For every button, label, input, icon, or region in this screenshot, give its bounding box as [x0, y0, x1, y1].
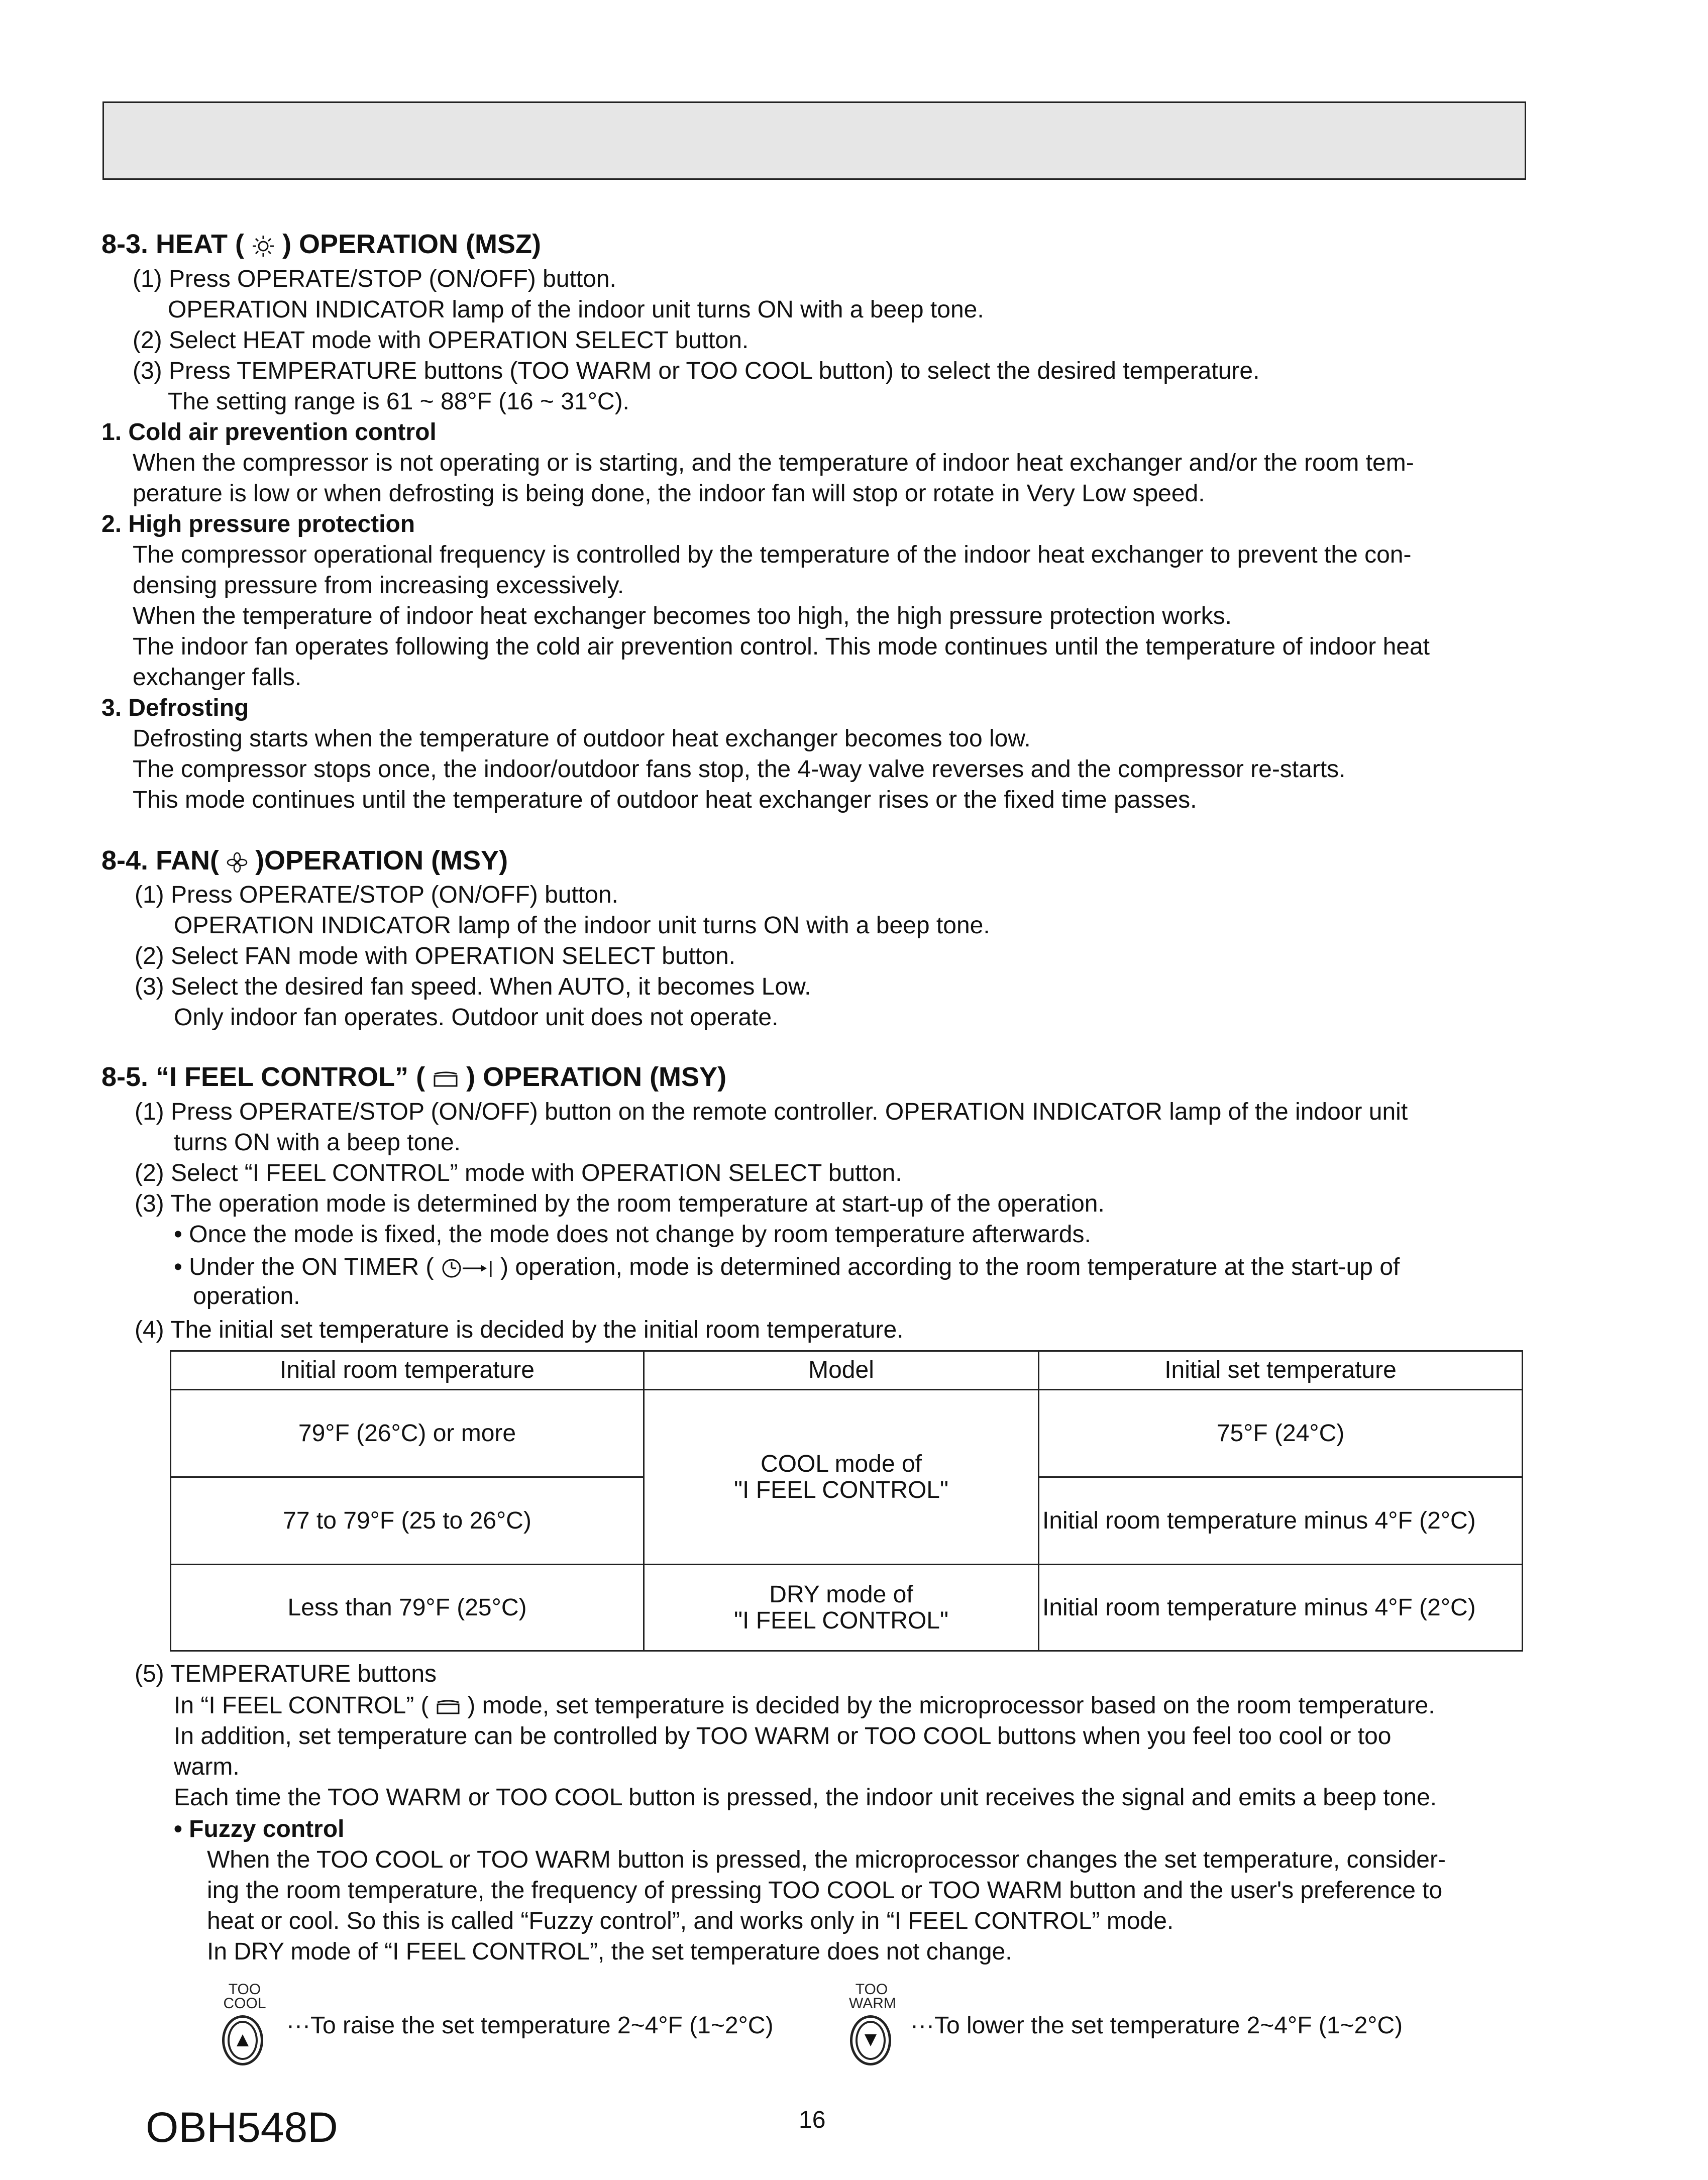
table-cell-r2-room: 77 to 79°F (25 to 26°C)	[170, 1476, 645, 1565]
fan-step-2: (2) Select FAN mode with OPERATION SELECT button.	[135, 943, 735, 969]
fuzzy-control-text-2: ing the room temperature, the frequency of pressing TOO COOL or TOO WARM button and the user's preference to	[207, 1877, 1443, 1904]
ifeel-step-3: (3) The operation mode is determined by the room temperature at start-up of the operation.	[135, 1190, 1105, 1217]
defrosting-text-2: The compressor stops once, the indoor/outdoor fans stop, the 4-way valve reverses and the compressor re-starts.	[133, 756, 1346, 783]
defrosting-text-3: This mode continues until the temperature of outdoor heat exchanger rises or the fixed time passes.	[133, 787, 1197, 813]
heat-step-3: (3) Press TEMPERATURE buttons (TOO WARM or TOO COOL button) to select the desired temperature.	[133, 358, 1260, 384]
i-feel-icon	[433, 1070, 459, 1088]
section-title-heat: 8-3. HEAT ( ) OPERATION (MSZ)	[101, 229, 542, 259]
ifeel-step-4: (4) The initial set temperature is decided by the initial room temperature.	[135, 1317, 904, 1343]
too-warm-description: ···To lower the set temperature 2~4°F (1~2°C)	[910, 2012, 1403, 2039]
table-cell-r1-set: 75°F (24°C)	[1038, 1389, 1523, 1478]
too-cool-caption-2: COOL	[223, 1995, 266, 2012]
high-pressure-title: 2. High pressure protection	[101, 511, 415, 537]
fuzzy-control-text-4: In DRY mode of “I FEEL CONTROL”, the set temperature does not change.	[207, 1938, 1012, 1965]
table-header-room-temp: Initial room temperature	[170, 1350, 645, 1390]
too-warm-caption-2: WARM	[849, 1995, 896, 2012]
high-pressure-text-5: exchanger falls.	[133, 664, 302, 691]
ifeel-step-3-bullet-2-cont: operation.	[193, 1283, 300, 1310]
ifeel-step-1-cont: turns ON with a beep tone.	[174, 1129, 461, 1156]
heat-step-3-detail: The setting range is 61 ~ 88°F (16 ~ 31°C).	[168, 388, 629, 415]
fan-step-3-detail: Only indoor fan operates. Outdoor unit does not operate.	[174, 1004, 779, 1031]
arrow-down-icon	[863, 2033, 878, 2048]
cold-air-text-2: perature is low or when defrosting is being done, the indoor fan will stop or rotate in Very Low speed.	[133, 480, 1205, 507]
table-cell-r3-room: Less than 79°F (25°C)	[170, 1564, 645, 1652]
sun-icon	[252, 235, 275, 258]
temperature-buttons-text-1: In “I FEEL CONTROL” ( ) mode, set temperature is decided by the microprocessor based on the room temperature.	[174, 1692, 1435, 1719]
temperature-buttons-title: (5) TEMPERATURE buttons	[135, 1661, 437, 1687]
ifeel-step-3-bullet-1: • Once the mode is fixed, the mode does not change by room temperature afterwards.	[174, 1221, 1091, 1248]
fan-step-1-detail: OPERATION INDICATOR lamp of the indoor unit turns ON with a beep tone.	[174, 912, 990, 939]
table-header-set-temp: Initial set temperature	[1038, 1350, 1523, 1390]
high-pressure-text-4: The indoor fan operates following the cold air prevention control. This mode continues until the temperature of indoor heat	[133, 633, 1430, 660]
table-cell-cool-mode: COOL mode of "I FEEL CONTROL"	[643, 1389, 1039, 1565]
page-number: 16	[799, 2107, 826, 2133]
on-timer-icon	[441, 1257, 494, 1280]
fan-step-3: (3) Select the desired fan speed. When AUTO, it becomes Low.	[135, 973, 811, 1000]
model-code: OBH548D	[146, 2104, 338, 2151]
arrow-up-icon	[235, 2033, 250, 2048]
too-warm-caption-1: TOO	[855, 1981, 888, 1998]
too-cool-caption-1: TOO	[228, 1981, 261, 1998]
high-pressure-text-1: The compressor operational frequency is controlled by the temperature of the indoor heat exchanger to prevent the con-	[133, 541, 1412, 568]
table-header-model: Model	[643, 1350, 1039, 1390]
fuzzy-control-title: • Fuzzy control	[174, 1816, 345, 1842]
too-warm-button	[850, 2015, 891, 2065]
heat-step-2: (2) Select HEAT mode with OPERATION SELECT button.	[133, 327, 749, 354]
defrosting-title: 3. Defrosting	[101, 695, 249, 721]
temperature-buttons-text-4: Each time the TOO WARM or TOO COOL button is pressed, the indoor unit receives the signal and emits a beep tone.	[174, 1784, 1437, 1811]
fuzzy-control-text-1: When the TOO COOL or TOO WARM button is pressed, the microprocessor changes the set temperature, consider-	[207, 1846, 1446, 1873]
table-cell-dry-mode: DRY mode of "I FEEL CONTROL"	[643, 1564, 1039, 1652]
header-banner	[102, 101, 1526, 180]
ifeel-step-1: (1) Press OPERATE/STOP (ON/OFF) button on the remote controller. OPERATION INDICATOR lamp of the indoor unit	[135, 1099, 1408, 1125]
heat-step-1-detail: OPERATION INDICATOR lamp of the indoor unit turns ON with a beep tone.	[168, 296, 984, 323]
fan-icon	[227, 852, 248, 873]
section-title-fan: 8-4. FAN( )OPERATION (MSY)	[101, 845, 508, 876]
heat-step-1: (1) Press OPERATE/STOP (ON/OFF) button.	[133, 266, 616, 292]
ifeel-step-2: (2) Select “I FEEL CONTROL” mode with OPERATION SELECT button.	[135, 1160, 902, 1186]
ifeel-step-3-bullet-2: • Under the ON TIMER ( ) operation, mode is determined according to the room temperature at the start-up of	[174, 1254, 1400, 1280]
table-cell-r3-set: Initial room temperature minus 4°F (2°C)	[1038, 1564, 1523, 1652]
table-cell-r2-set: Initial room temperature minus 4°F (2°C)	[1038, 1476, 1523, 1565]
high-pressure-text-2: densing pressure from increasing excessively.	[133, 572, 624, 599]
initial-temp-table	[170, 1350, 1523, 1652]
table-cell-r1-room: 79°F (26°C) or more	[170, 1389, 645, 1478]
temperature-buttons-text-3: warm.	[174, 1754, 240, 1780]
section-title-i-feel: 8-5. “I FEEL CONTROL” ( ) OPERATION (MSY)	[101, 1062, 727, 1092]
fan-step-1: (1) Press OPERATE/STOP (ON/OFF) button.	[135, 882, 618, 908]
fuzzy-control-text-3: heat or cool. So this is called “Fuzzy control”, and works only in “I FEEL CONTROL” mode.	[207, 1908, 1174, 1934]
too-cool-button	[222, 2015, 263, 2065]
i-feel-icon	[436, 1698, 461, 1715]
cold-air-text-1: When the compressor is not operating or is starting, and the temperature of indoor heat exchanger and/or the room tem-	[133, 450, 1414, 476]
cold-air-title: 1. Cold air prevention control	[101, 419, 437, 446]
temperature-buttons-text-2: In addition, set temperature can be controlled by TOO WARM or TOO COOL buttons when you feel too cool or too	[174, 1723, 1392, 1750]
too-cool-description: ···To raise the set temperature 2~4°F (1~2°C)	[286, 2012, 774, 2039]
defrosting-text-1: Defrosting starts when the temperature of outdoor heat exchanger becomes too low.	[133, 725, 1031, 752]
high-pressure-text-3: When the temperature of indoor heat exchanger becomes too high, the high pressure protection works.	[133, 603, 1232, 629]
